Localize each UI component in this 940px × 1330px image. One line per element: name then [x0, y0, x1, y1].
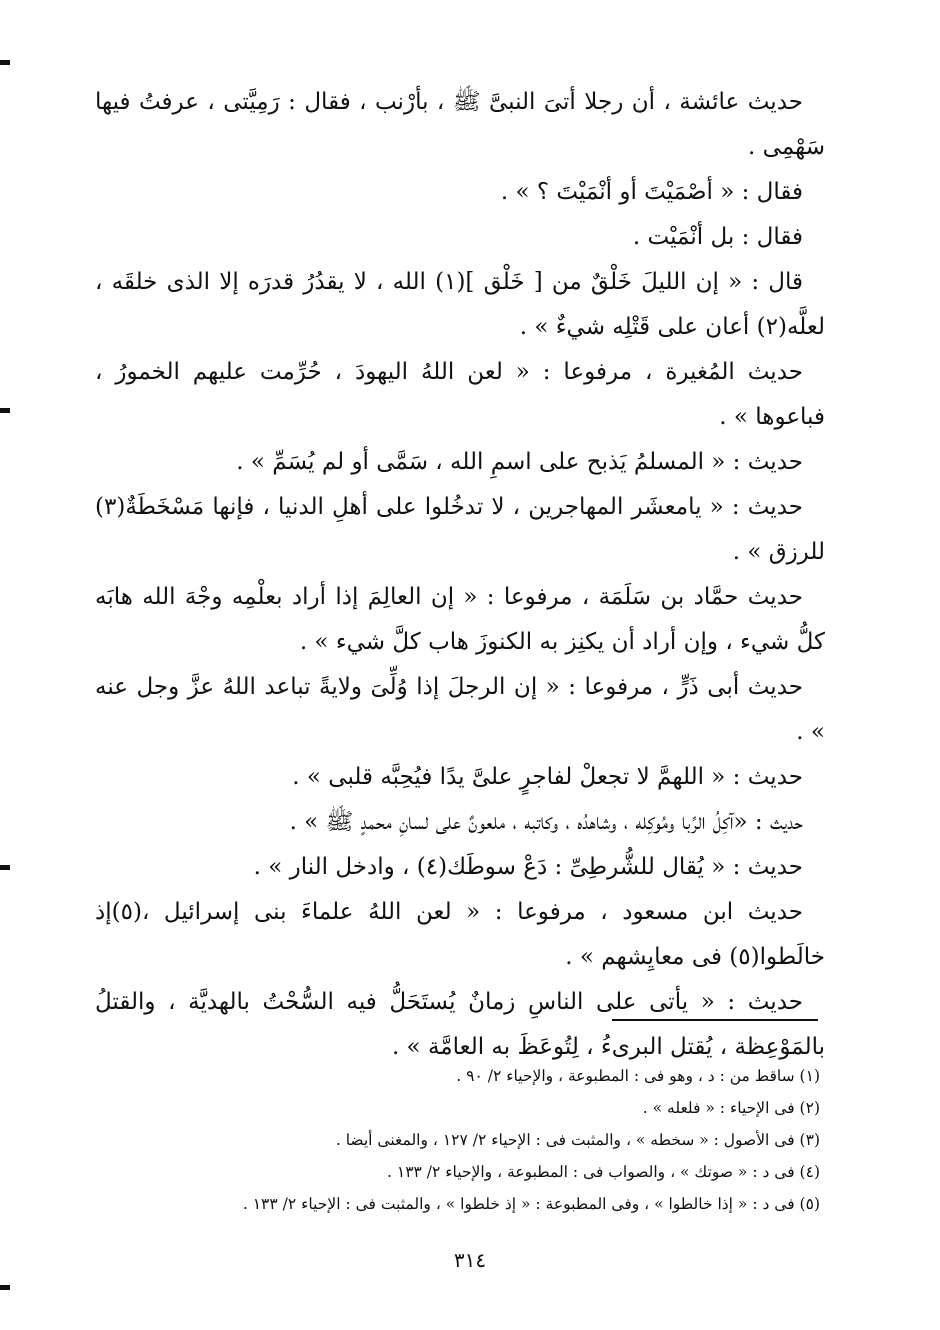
- paragraph: قال : « إن الليلَ خَلْقٌ من [ خَلْق ](١) الله ، لا يقدُرُ قدرَه إلا الذى خلقَه ، لعلَّه(٢) أعان على قَتْلِه شيءٌ » .: [95, 269, 825, 340]
- footnote: (٢) فى الإحياء : « فلعله » .: [642, 1099, 820, 1117]
- footnote-separator: [612, 1019, 818, 1021]
- paragraph: حديث أبى ذَرٍّ ، مرفوعا : « إن الرجلَ إذا وُلِّىَ ولايةً تباعد اللهُ عزَّ وجل عنه » .: [95, 674, 825, 745]
- paragraph: فقال : « أصْمَيْتَ أو أنْمَيْتَ ؟ » .: [500, 179, 803, 205]
- footnote: (٥) فى د : « إذا خالطوا » ، وفى المطبوعة : « إذ خلطوا » ، والمثبت فى : الإحياء ٢/ ١٣٣ .: [242, 1195, 820, 1213]
- paragraph: حديث : « المسلمُ يَذبح على اسمِ الله ، سَمَّى أو لم يُسَمِّ » .: [236, 449, 803, 475]
- paragraph: حديث عائشة ، أن رجلا أتىَ النبىَّ ﷺ ، بأرْنب ، فقال : رَمِيَّتى ، عرفتُ فيها سَهْمِى .: [95, 89, 825, 160]
- paragraph: حديث : « يامعشَر المهاجرين ، لا تدخُلوا على أهلِ الدنيا ، فإنها مَسْخَطَةٌ(٣) للرزق » .: [95, 494, 825, 565]
- footnote: (٤) فى د : « صوتك » ، والصواب فى : المطبوعة ، والإحياء ٢/ ١٣٣ .: [387, 1163, 820, 1181]
- scan-edge-mark: [0, 60, 10, 65]
- body-text: [95, 80, 825, 1070]
- page-number: ٣١٤: [453, 1248, 487, 1272]
- footnote: (١) ساقط من : د ، وهو فى : المطبوعة ، والإحياء ٢/ ٩٠ .: [456, 1067, 820, 1085]
- page-content: [95, 80, 825, 1070]
- paragraph: حديث حمَّاد بن سَلَمَة ، مرفوعا : « إن العالِمَ إذا أراد بعلْمِه وجْهَ الله هابَه كلُّ شيء ، وإن أراد أن يكنِز به الكنوزَ هاب كلَّ شيء » .: [95, 584, 825, 655]
- paragraph: حديث ابن مسعود ، مرفوعا : « لعن اللهُ علماءَ بنى إسرائيل ،(٥)إذ خالَطوا(٥) فى معايِشهم » .: [95, 899, 825, 970]
- scan-edge-mark: [0, 1285, 10, 1290]
- paragraph: حديث المُغيرة ، مرفوعا : « لعن اللهُ اليهودَ ، حُرِّمت عليهم الخمورُ ، فباعوها » .: [95, 359, 825, 430]
- paragraph: حديث : « يُقال للشُّرطِىِّ : دَعْ سوطَك(٤) ، وادخل النار » .: [253, 854, 803, 880]
- paragraph: فقال : بل أنْمَيْت .: [632, 224, 803, 250]
- scan-edge-mark: [0, 408, 10, 413]
- paragraph: حديث : «آكِلُ الرِّبا ومُوكِله ، وشاهدُه ، وكاتبه ، ملعونٌ على لسانِ محمدٍ ﷺ » .: [289, 809, 803, 835]
- scan-edge-mark: [0, 865, 10, 870]
- paragraph: حديث : « يأتى على الناسِ زمانٌ يُستَحَلُّ فيه السُّحْتُ بالهديَّة ، والقتلُ بالمَوْعِظة ، يُقتل البرىءُ ، لِتُوعَظَ به العامَّة » .: [95, 989, 825, 1060]
- footnote: (٣) فى الأصول : « سخطه » ، والمثبت فى : الإحياء ٢/ ١٢٧ ، والمغنى أيضا .: [335, 1131, 820, 1149]
- paragraph: حديث : « اللهمَّ لا تجعلْ لفاجرٍ علىَّ يدًا فيُحِبَّه قلبى » .: [292, 764, 803, 790]
- footnotes: [100, 1060, 820, 1220]
